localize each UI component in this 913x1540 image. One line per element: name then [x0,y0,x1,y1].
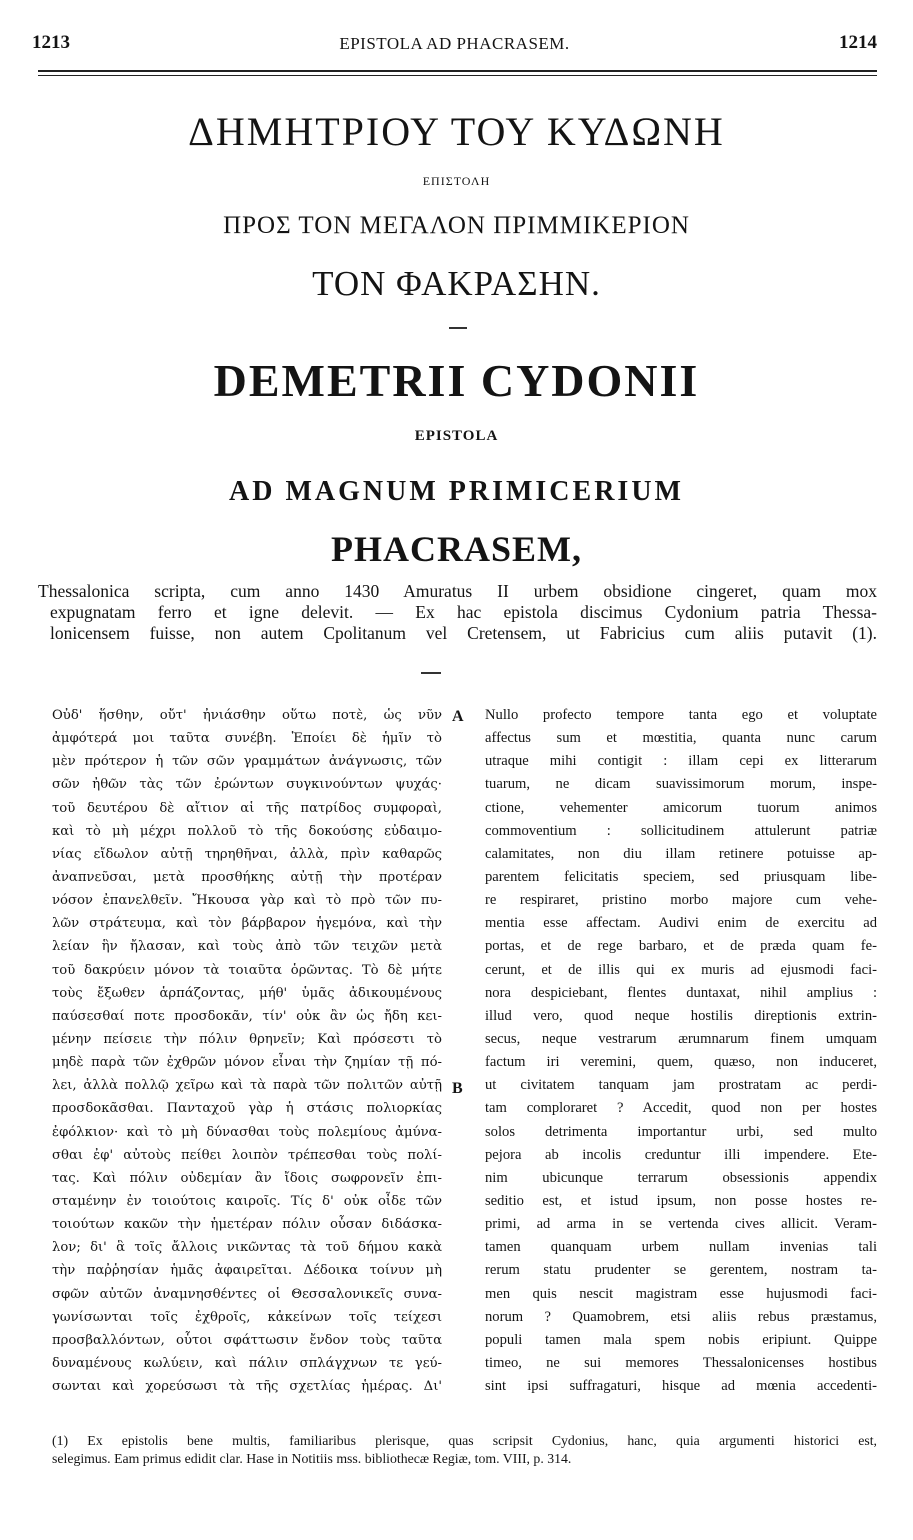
latin-text-line: parentem felicitatis speciem, sed priusquam libe- [485,868,877,885]
latin-text-line: men quis nescit magistram esse hujusmodi faci- [485,1285,877,1302]
greek-text-line: λει, ἀλλὰ πολλῷ χεῖρω καὶ τὰ παρὰ τῶν πολιτῶν αὐτῇ [52,1078,442,1094]
greek-text-line: τὴν παῤῥησίαν ἡμᾶς ἀφαιρεῖται. Δέδοικα τοίνυν μὴ [52,1263,442,1279]
greek-text-line: παύσεσθαί ποτε προσδοκᾶν, τίν' οὐκ ἂν ὡς ἤδη κει- [52,1008,442,1024]
latin-text-line: factum iri veremini, quem, quæso, non induceret, [485,1054,877,1071]
greek-text-line: σταμένην ἐν τοιούτοις καιροῖς. Τίς δ' οὐκ οἶδε τῶν [52,1193,442,1209]
greek-text-line: ἀναπνεῦσαι, μετὰ προσθήκης αὐτῇ τὴν προτέραν [52,869,442,885]
greek-text-line: σωνται καὶ χορεύσωσι τὰ τῆς σχετλίας ἡμέρας. Δι' [52,1379,442,1395]
latin-column [485,704,877,1398]
greek-text-line: μὲν πρότερον ἡ τῶν σῶν γραμμάτων ἀνάγνωσις, τῶν [52,754,442,770]
latin-text-line: tuarum, ne dicam suavissimorum morum, inspe- [485,776,877,793]
latin-text-line: ut civitatem tanquam jam prostratam ac perdi- [485,1077,877,1094]
margin-marker-a: A [452,708,464,725]
header-rule-thick [38,70,877,72]
latin-text-line: affectus sum et mœstitia, quanta nunc carum [485,730,877,747]
page-number-left: 1213 [32,32,70,53]
latin-text-line: seditio est, et istud ipsum, non posse hostes re- [485,1192,877,1209]
greek-text-line: σφῶν αὐτῶν ἀναμνησθέντες οἱ Θεσσαλονικεῖς συνα- [52,1286,442,1302]
latin-text-line: norum ? Quamobrem, etsi aliis rebus præstamus, [485,1308,877,1325]
intro-line: lonicensem fuisse, non autem Cpolitanum vel Cretensem, ut Fabricius cum aliis putavit (1). [50,623,877,643]
greek-text-line: σθαι ἐφ' αὐτοὺς πείθει λοιπὸν τρέπεσθαι τοὺς πολί- [52,1147,442,1163]
latin-text-line: utraque mihi contigit : illam cepi ex litterarum [485,753,877,770]
greek-text-line: ἐφόλκιον· καὶ τὸ μὴ δύνασθαι τοὺς πολεμίους ἀμύνα- [52,1124,442,1140]
running-title: EPISTOLA AD PHACRASEM. [339,34,570,53]
greek-epistle-label: ΕΠΙΣΤΟΛΗ [422,174,491,188]
greek-recipient-name: ΤΟΝ ΦΑΚΡΑΣΗΝ. [312,264,601,303]
greek-text-line: νόσον ἐπανελθεῖν. Ἤκουσα γὰρ καὶ τὸ πρὸ τῶν πυ- [52,893,442,909]
latin-author-title: DEMETRII CYDONII [213,355,700,406]
greek-text-line: τοιούτων κακῶν τὴν ἡμετέραν πόλιν οὖσαν διδάσκα- [52,1217,442,1233]
latin-text-line: ctione, vehementer amicorum tuorum animos [485,799,877,816]
greek-text-line: καὶ τὸ μὴ μέχρι πολλοῦ τὸ τῆς δοκούσης εὐδαιμο- [52,823,442,839]
greek-column [52,704,442,1398]
latin-text-line: nora despiciebant, flentes duntaxat, nihil amplius : [485,984,877,1001]
section-divider-dash [421,672,441,674]
latin-text-line: calamitates, non diu illam retinere potuisse ap- [485,845,877,862]
latin-text-line: portas, et de rege barbaro, et de præda quam fe- [485,938,877,955]
greek-text-line: λῶν στράτευμα, καὶ τὸν βάρβαρον ἡγεμόνα, καὶ τὴν [52,916,442,932]
footnote [52,1432,877,1468]
latin-text-line: timeo, ne sui memores Thessalonicenses hostibus [485,1354,877,1371]
ornament-dash [449,327,467,329]
latin-text-line: Nullo profecto tempore tanta ego et voluptate [485,707,877,723]
latin-text-line: illud vero, quod neque hostilis direptionis extrin- [485,1007,877,1024]
latin-text-line: rerum statu prudenter se gerentem, nostram ta- [485,1262,877,1279]
margin-marker-b: B [452,1080,463,1097]
greek-text-line: δυναμένους κωλύειν, καὶ πάλιν σπλάγχνων τε γεύ- [52,1355,442,1371]
latin-text-line: nim ubicunque terrarum obsessionis appendix [485,1169,877,1186]
greek-text-line: νίας εἴδωλον αὐτῇ τηρηθῆναι, ἀλλὰ, πρὶν καθαρῶς [52,846,442,862]
greek-text-line: μηδὲ παρὰ τῶν ἐχθρῶν μόνον εἶναι τὴν ζημίαν τῇ πό- [52,1055,442,1071]
greek-recipient-line: ΠΡΟΣ ΤΟΝ ΜΕΓΑΛΟΝ ΠΡΙΜΜΙΚΕΡΙΟΝ [223,212,690,239]
greek-text-line: τοῦ δευτέρου δὲ αἴτιον αἱ τῆς πατρίδος συμφοραὶ, [52,800,442,816]
running-header [32,32,877,58]
greek-text-line: προσβαλλόντων, οὗτοι σφάττωσιν ἔνδον τοὺς ταῦτα [52,1332,442,1348]
latin-epistle-label: EPISTOLA [414,428,499,444]
footnote-line: (1) Ex epistolis bene multis, familiaribus plerisque, quas scripsit Cydonius, hanc, quia argumenti historici est, [52,1433,877,1448]
latin-recipient-name: PHACRASEM, [331,529,582,569]
intro-paragraph [38,581,877,644]
footnote-line: selegimus. Eam primus edidit clar. Hase in Notitiis mss. bibliothecæ Regiæ, tom. VIII, p. 314. [52,1451,572,1466]
page-number-right: 1214 [839,32,877,53]
greek-text-line: τοὺς ἔξωθεν ἁρπάζοντας, μήθ' ὑμᾶς ἀδικουμένους [52,985,442,1001]
latin-text-line: sint ipsi suffragaturi, hisque ad mœnia accedenti- [485,1378,877,1395]
latin-text-line: tam comploraret ? Accedit, quod non per hostes [485,1100,877,1117]
latin-text-line: commoventium : sollicitudinem attulerunt patriæ [485,822,877,839]
greek-text-line: λον; δι' ἃ τοῖς ἄλλοις νικῶντας τὰ τοῦ δήμου κακὰ [52,1240,442,1256]
latin-text-line: tamen quanquam urbem nullam invenias tali [485,1239,877,1256]
latin-text-line: primi, ad arma in se vertenda cives allicit. Veram- [485,1216,877,1233]
intro-line: Thessalonica scripta, cum anno 1430 Amuratus II urbem obsidione cingeret, quam mox [38,581,877,601]
greek-text-line: μένην πείσειε τὴν πόλιν θρηνεῖν; Καὶ πρόσεστι τὸ [52,1031,442,1047]
latin-text-line: solos detrimenta importantur urbi, sed multo [485,1123,877,1140]
greek-text-line: ἀμφότερά μοι ταῦτα συνέβη. Ἐποίει δὲ ἡμῖν τὸ [52,731,442,747]
latin-text-line: populi tamen mala spem nobis eripiunt. Quippe [485,1331,877,1348]
greek-text-line: γωνίσωνται τοῖς ἐχθροῖς, κἀκείνων τοῖς τείχεσι [52,1309,442,1325]
greek-text-line: τοῦ δακρύειν μόνον τὰ τοιαῦτα ὁρῶντας. Τὸ δὲ μήτε [52,962,442,978]
greek-author-title: ΔΗΜΗΤΡΙΟΥ ΤΟΥ ΚΥΔΩΝΗ [188,109,725,154]
latin-text-line: mentia esse affectam. Audivi enim de exercitu ad [485,915,877,932]
latin-text-line: cerunt, et de illis qui ex muris ad ejusmodi faci- [485,961,877,978]
greek-text-line: λείαν ἣν ἤλασαν, καὶ τοὺς ἀπὸ τῶν τειχῶν μετὰ [52,939,442,955]
latin-recipient-line: AD MAGNUM PRIMICERIUM [229,476,684,507]
greek-text-line: τας. Καὶ πόλιν οὐδεμίαν ἂν ἴδοις σωφρονεῖν ἐπι- [52,1170,442,1186]
intro-line: expugnatam ferro et igne delevit. — Ex hac epistola discimus Cydonium patria Thessa- [50,602,877,622]
greek-text-line: Οὐδ' ἥσθην, οὔτ' ἠνιάσθην οὕτω ποτὲ, ὡς νῦν [52,708,442,723]
latin-text-line: re respiraret, pristino morbo majore cum vehe- [485,892,877,909]
latin-text-line: pejora ab incolis creduntur illi impendere. Ete- [485,1146,877,1163]
header-rule-thin [38,75,877,76]
latin-text-line: secus, neque vestrarum ærumnarum finem umquam [485,1030,877,1047]
greek-text-line: προσδοκᾶσθαι. Πανταχοῦ γὰρ ἡ στάσις πολιορκίας [52,1101,442,1117]
greek-text-line: σῶν ἠθῶν τὰς τῶν ἐρώντων συγκινούντων ψυχάς· [52,777,442,793]
